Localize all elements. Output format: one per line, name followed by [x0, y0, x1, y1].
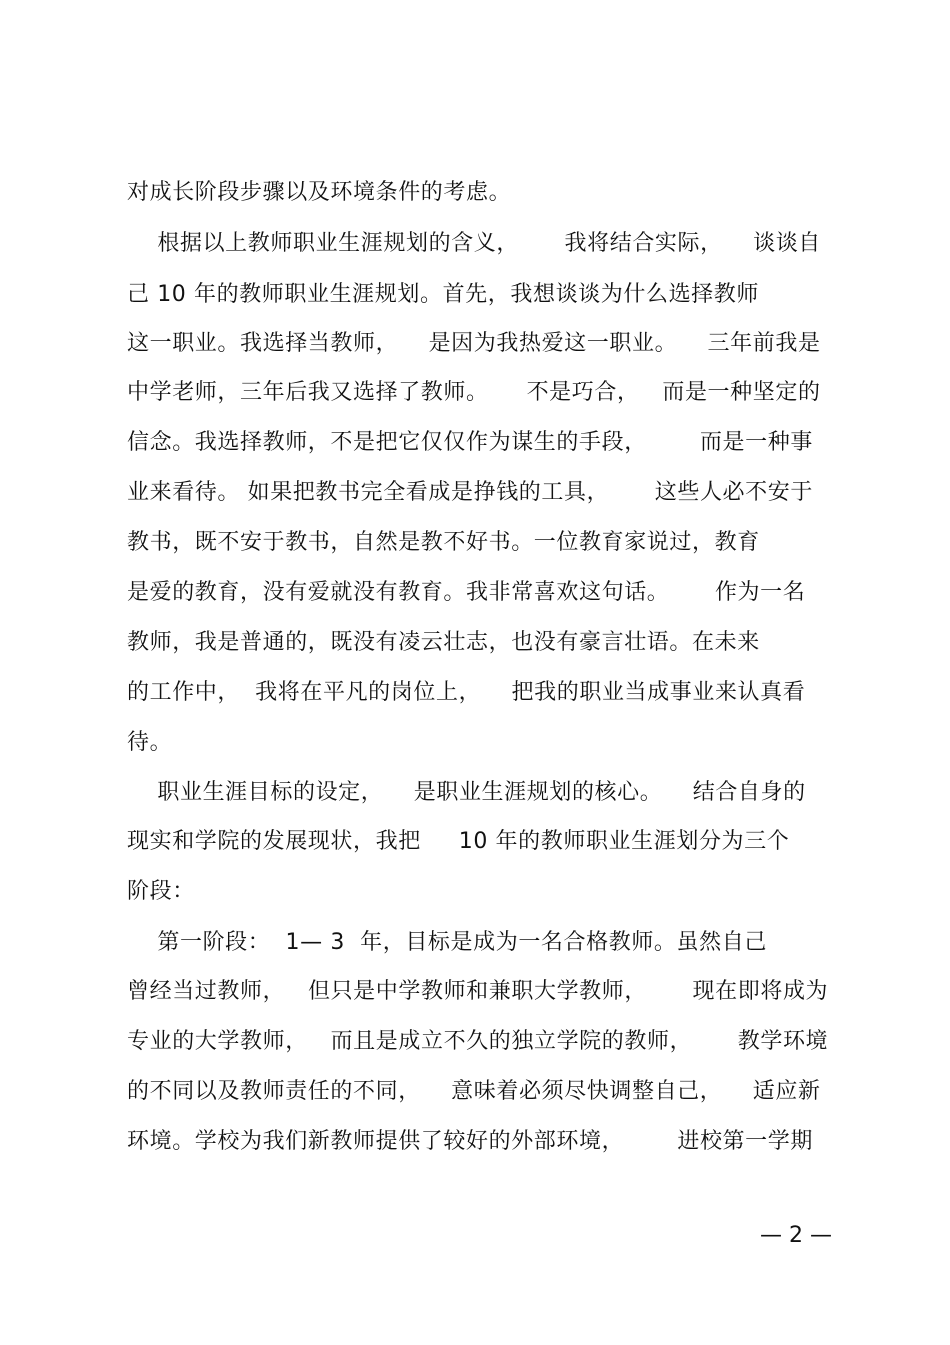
- text-line: 己 10 年的教师职业生涯规划。首先，我想谈谈为什么选择教师: [127, 282, 759, 307]
- text-line: 教书，既不安于教书，自然是教不好书。一位教育家说过，教育: [127, 530, 760, 555]
- text-line: 根据以上教师职业生涯规划的含义， 我将结合实际， 谈谈自: [127, 231, 821, 256]
- text-line: 专业的大学教师， 而且是成立不久的独立学院的教师， 教学环境: [127, 1029, 829, 1054]
- text-line: 对成长阶段步骤以及环境条件的考虑。: [127, 180, 512, 205]
- text-line: 这一职业。我选择当教师， 是因为我热爱这一职业。 三年前我是: [127, 331, 821, 356]
- text-line: 信念。我选择教师，不是把它仅仅作为谋生的手段， 而是一种事: [127, 430, 813, 455]
- text-line: 的不同以及教师责任的不同， 意味着必须尽快调整自己， 适应新: [127, 1079, 821, 1104]
- text-line: 是爱的教育，没有爱就没有教育。我非常喜欢这句话。 作为一名: [127, 580, 806, 605]
- text-line: 环境。学校为我们新教师提供了较好的外部环境， 进校第一学期: [127, 1129, 813, 1154]
- text-line: 教师，我是普通的，既没有凌云壮志，也没有豪言壮语。在未来: [127, 630, 760, 655]
- text-line: 业来看待。 如果把教书完全看成是挣钱的工具， 这些人必不安于: [127, 480, 813, 505]
- page-number: — 2 —: [760, 1223, 832, 1248]
- text-line: 阶段：: [127, 879, 195, 904]
- text-line: 曾经当过教师， 但只是中学教师和兼职大学教师， 现在即将成为: [127, 979, 829, 1004]
- text-line: 的工作中， 我将在平凡的岗位上， 把我的职业当成事业来认真看: [127, 680, 806, 705]
- text-line: 待。: [127, 730, 173, 755]
- text-line: 第一阶段： 1— 3 年，目标是成为一名合格教师。虽然自己: [127, 930, 767, 955]
- text-line: 现实和学院的发展现状，我把 10 年的教师职业生涯划分为三个: [127, 829, 790, 854]
- text-line: 职业生涯目标的设定， 是职业生涯规划的核心。 结合自身的: [127, 780, 806, 805]
- text-line: 中学老师，三年后我又选择了教师。 不是巧合， 而是一种坚定的: [127, 380, 821, 405]
